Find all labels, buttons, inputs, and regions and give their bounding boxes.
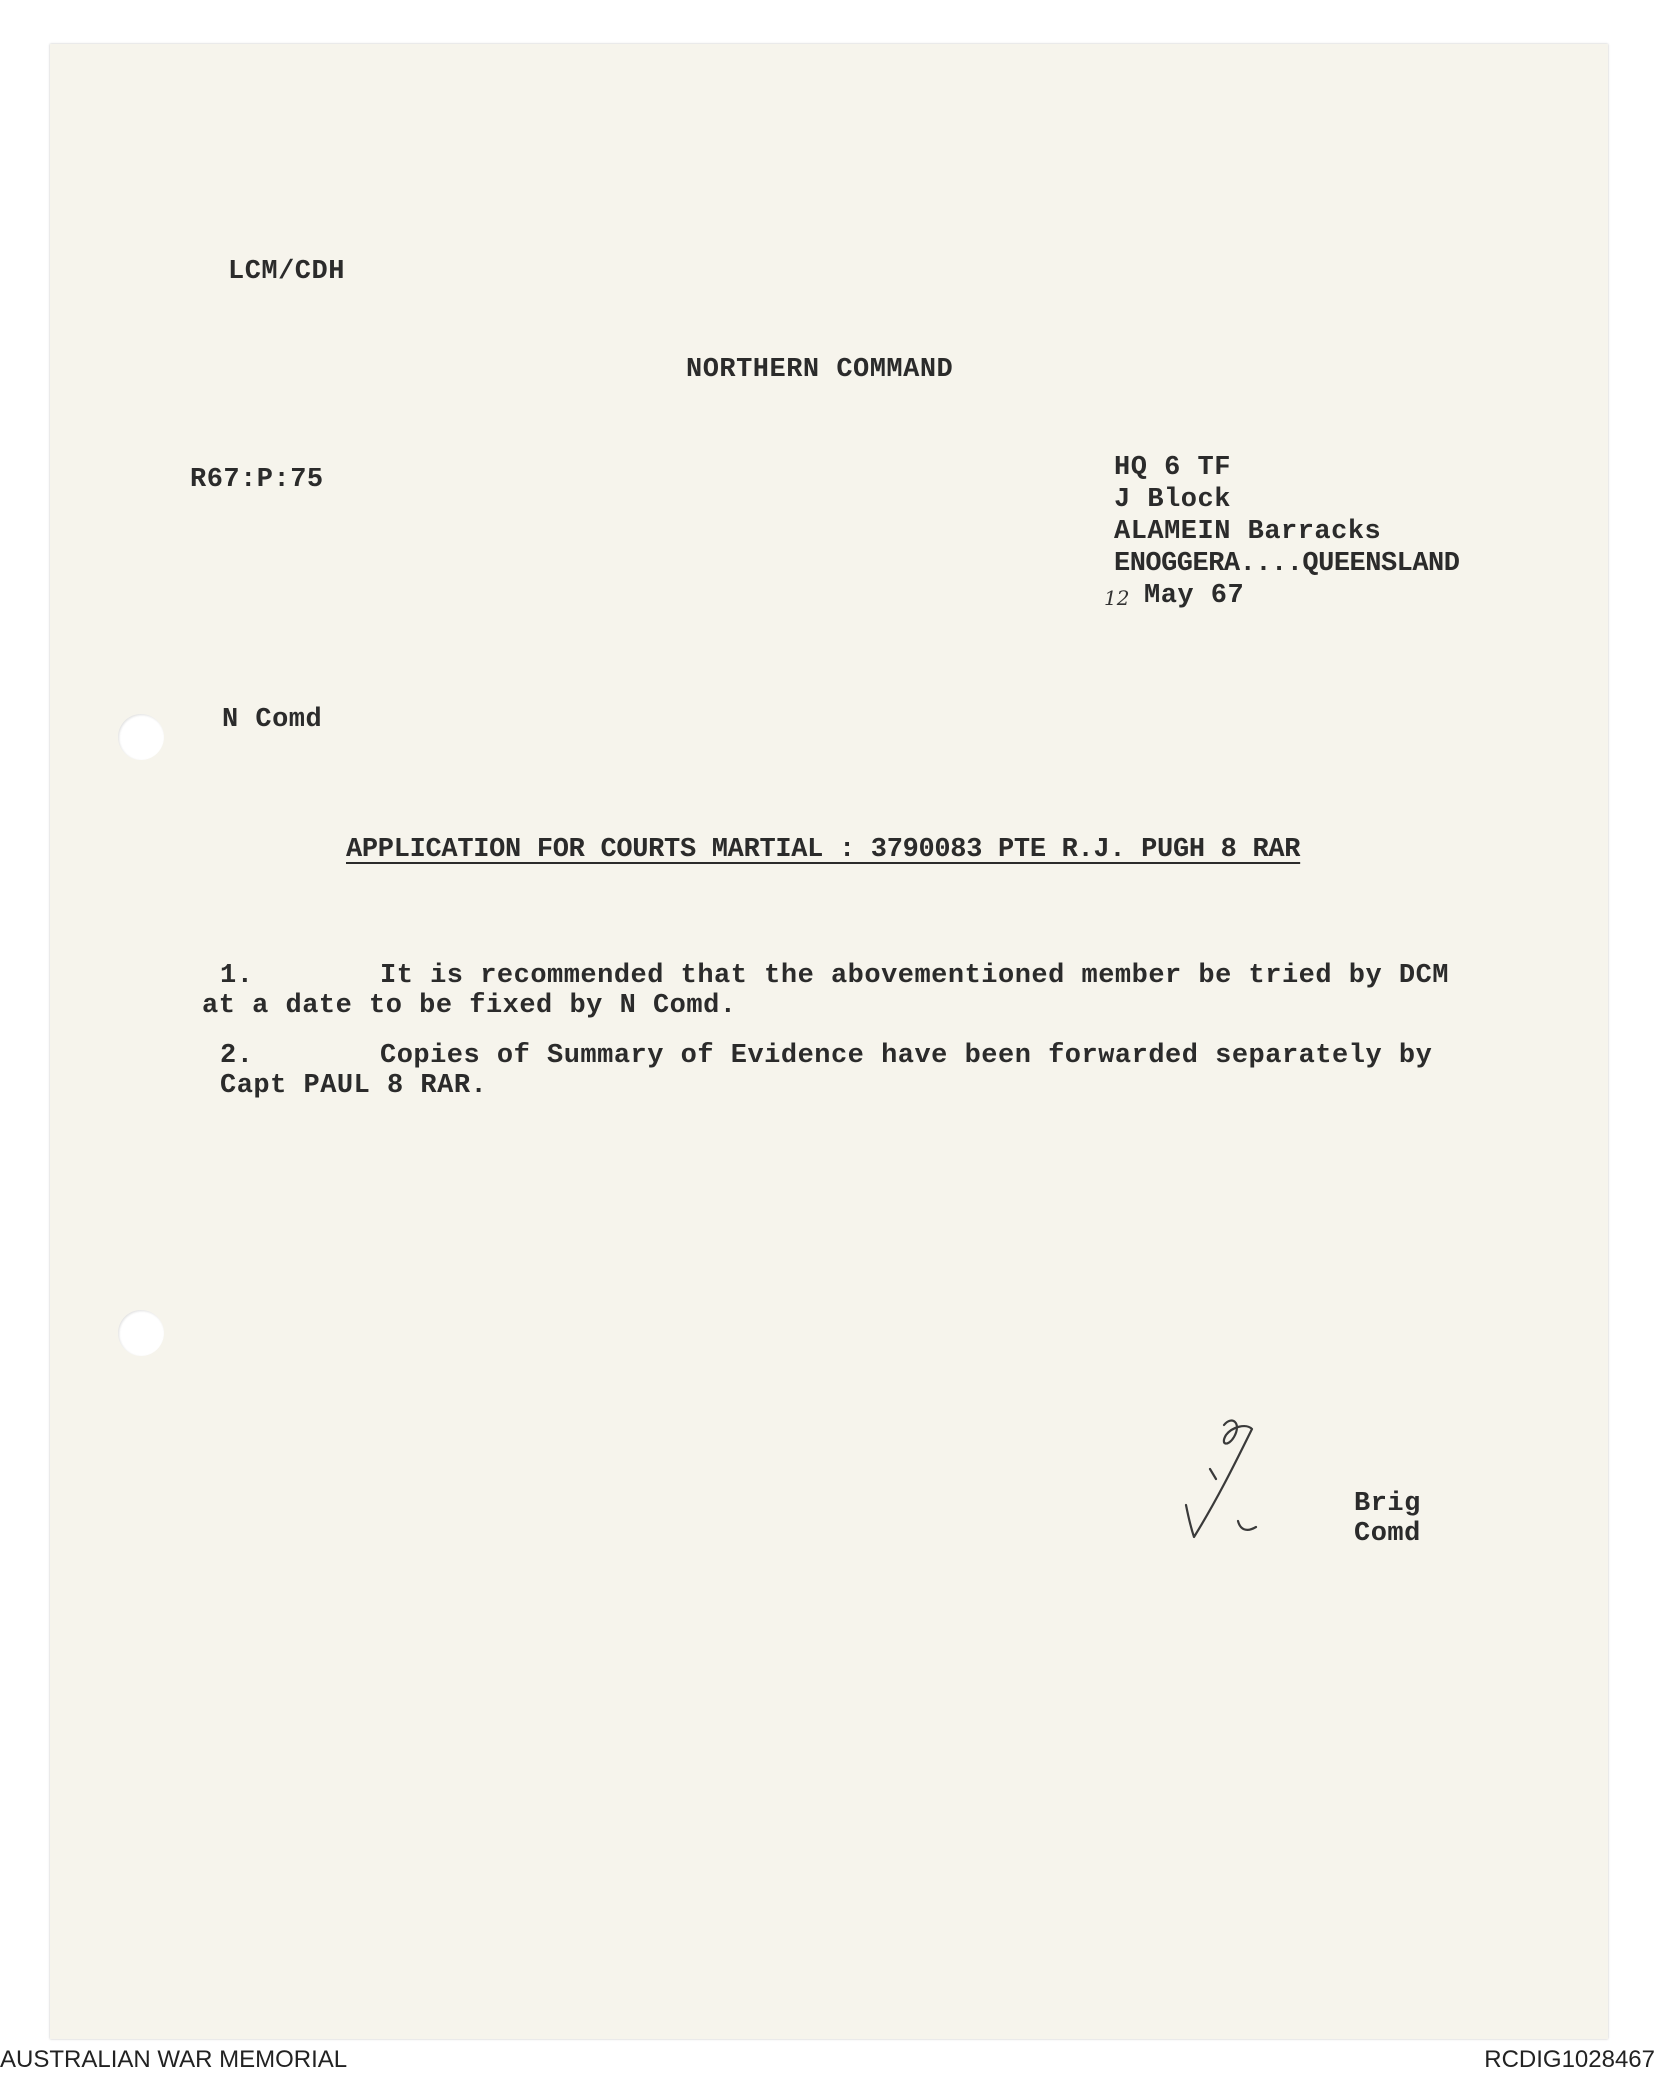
footer-record-id: RCDIG1028467: [1484, 2046, 1655, 2073]
punch-hole-top: [118, 714, 164, 760]
footer-institution: AUSTRALIAN WAR MEMORIAL: [0, 2046, 348, 2073]
paragraph-number: 2.: [220, 1041, 254, 1071]
handwritten-signature: [1180, 1405, 1300, 1545]
paragraph-number: 1.: [220, 961, 254, 991]
subject-line: APPLICATION FOR COURTS MARTIAL : 3790083 PTE R.J. PUGH 8 RAR: [346, 835, 1301, 865]
address-line: HQ 6 TF: [1114, 453, 1231, 483]
addressee: N Comd: [222, 705, 323, 735]
punch-hole-bottom: [118, 1310, 164, 1356]
reference-initials: LCM/CDH: [228, 257, 345, 287]
signature-rank: Brig: [1354, 1489, 1421, 1519]
address-line: ALAMEIN Barracks: [1114, 517, 1382, 547]
paragraph-text: Copies of Summary of Evidence have been forwarded separately by: [380, 1041, 1433, 1071]
document-date: May 67: [1144, 581, 1245, 611]
paragraph-line: at a date to be fixed by N Comd.: [202, 991, 737, 1021]
address-line: ENOGGERA....QUEENSLAND: [1114, 549, 1460, 579]
file-reference: R67:P:75: [190, 465, 324, 495]
signature-appointment: Comd: [1354, 1519, 1421, 1549]
handwritten-date-day: 12: [1104, 586, 1130, 610]
heading: NORTHERN COMMAND: [686, 355, 954, 385]
paragraph-line: Capt PAUL 8 RAR.: [220, 1071, 488, 1101]
paragraph-text: It is recommended that the abovementioned member be tried by DCM: [380, 961, 1449, 991]
paragraph-line: [220, 1040, 1432, 1072]
address-line: J Block: [1114, 485, 1231, 515]
paragraph-line: [220, 960, 1449, 992]
